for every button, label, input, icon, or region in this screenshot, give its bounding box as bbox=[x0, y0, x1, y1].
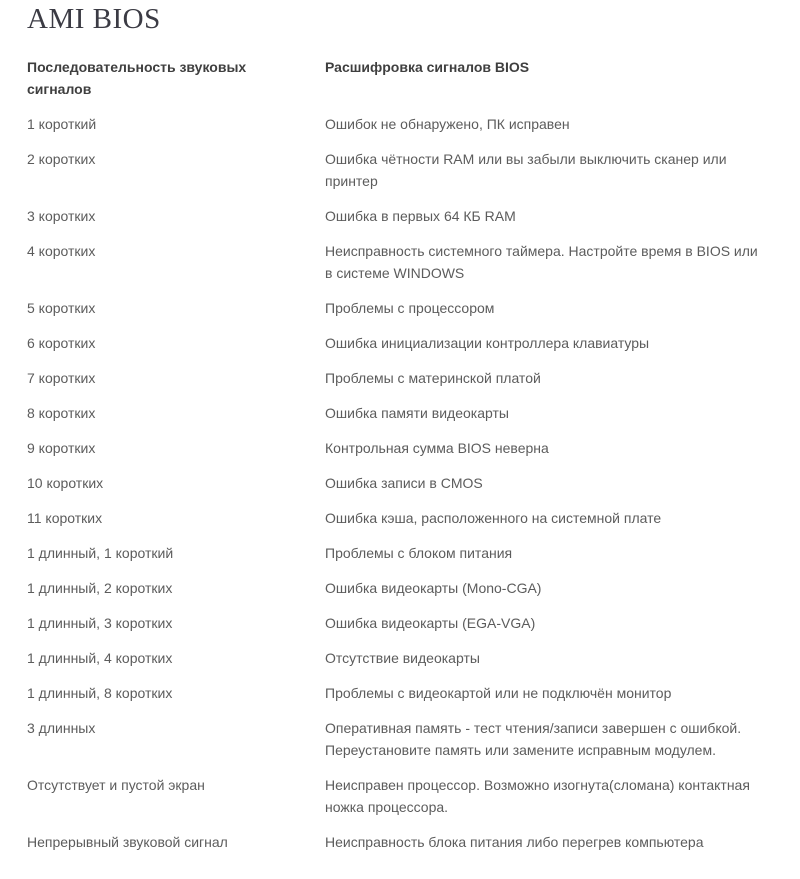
beep-meaning-cell: Неисправность блока питания либо перегрев компьютера bbox=[325, 834, 704, 850]
table-row bbox=[27, 325, 775, 360]
beep-sequence-cell: 7 коротких bbox=[27, 370, 96, 386]
beep-sequence-cell: 1 длинный, 4 коротких bbox=[27, 650, 173, 666]
beep-sequence-cell: Непрерывный звуковой сигнал bbox=[27, 834, 228, 850]
beep-sequence-cell: Отсутствует и пустой экран bbox=[27, 777, 205, 793]
table-row bbox=[27, 233, 775, 290]
beep-meaning-cell: Отсутствие видеокарты bbox=[325, 650, 480, 666]
beep-meaning-cell: Ошибка в первых 64 КБ RAM bbox=[325, 208, 516, 224]
column-header-meaning: Расшифровка сигналов BIOS bbox=[325, 59, 530, 75]
bios-beep-codes-table bbox=[27, 49, 775, 859]
table-row bbox=[27, 395, 775, 430]
beep-sequence-cell: 1 длинный, 3 коротких bbox=[27, 615, 173, 631]
table-row bbox=[27, 605, 775, 640]
beep-sequence-cell: 9 коротких bbox=[27, 440, 96, 456]
beep-sequence-cell: 1 длинный, 2 коротких bbox=[27, 580, 173, 596]
table-row bbox=[27, 535, 775, 570]
table-row bbox=[27, 360, 775, 395]
beep-meaning-cell: Ошибка инициализации контроллера клавиатуры bbox=[325, 335, 650, 351]
column-header-sequence: Последовательность звуковых сигналов bbox=[27, 59, 247, 97]
table-row bbox=[27, 198, 775, 233]
page-title: AMI BIOS bbox=[27, 3, 161, 35]
table-row bbox=[27, 710, 775, 767]
table-row bbox=[27, 500, 775, 535]
beep-meaning-cell: Проблемы с материнской платой bbox=[325, 370, 541, 386]
beep-sequence-cell: 5 коротких bbox=[27, 300, 96, 316]
beep-sequence-cell: 4 коротких bbox=[27, 243, 96, 259]
beep-sequence-cell: 1 короткий bbox=[27, 116, 97, 132]
beep-sequence-cell: 10 коротких bbox=[27, 475, 104, 491]
beep-meaning-cell: Проблемы с процессором bbox=[325, 300, 495, 316]
table-row bbox=[27, 106, 775, 141]
beep-meaning-cell: Проблемы с видеокартой или не подключён монитор bbox=[325, 685, 672, 701]
beep-sequence-cell: 3 коротких bbox=[27, 208, 96, 224]
beep-sequence-cell: 3 длинных bbox=[27, 720, 96, 736]
beep-sequence-cell: 1 длинный, 1 короткий bbox=[27, 545, 174, 561]
beep-meaning-cell: Ошибка чётности RAM или вы забыли выключить сканер или принтер bbox=[325, 151, 727, 189]
beep-meaning-cell: Ошибка видеокарты (EGA-VGA) bbox=[325, 615, 536, 631]
table-row bbox=[27, 824, 775, 859]
table-row bbox=[27, 290, 775, 325]
table-header-row bbox=[27, 49, 775, 106]
table-row bbox=[27, 675, 775, 710]
beep-meaning-cell: Ошибок не обнаружено, ПК исправен bbox=[325, 116, 570, 132]
beep-sequence-cell: 1 длинный, 8 коротких bbox=[27, 685, 173, 701]
table-row bbox=[27, 640, 775, 675]
beep-meaning-cell: Неисправность системного таймера. Настройте время в BIOS или в системе WINDOWS bbox=[325, 243, 758, 281]
beep-meaning-cell: Ошибка видеокарты (Mono-CGA) bbox=[325, 580, 542, 596]
table-row bbox=[27, 141, 775, 198]
table-row bbox=[27, 570, 775, 605]
table-row bbox=[27, 430, 775, 465]
beep-meaning-cell: Оперативная память - тест чтения/записи завершен с ошибкой. Переустановите память или замените исправным модулем. bbox=[325, 720, 742, 758]
table-row bbox=[27, 465, 775, 500]
beep-meaning-cell: Неисправен процессор. Возможно изогнута(сломана) контактная ножка процессора. bbox=[325, 777, 750, 815]
beep-meaning-cell: Ошибка записи в CMOS bbox=[325, 475, 483, 491]
beep-sequence-cell: 11 коротких bbox=[27, 510, 103, 526]
beep-meaning-cell: Ошибка кэша, расположенного на системной плате bbox=[325, 510, 662, 526]
beep-meaning-cell: Проблемы с блоком питания bbox=[325, 545, 513, 561]
beep-sequence-cell: 8 коротких bbox=[27, 405, 96, 421]
table-row bbox=[27, 767, 775, 824]
table-body bbox=[27, 106, 775, 859]
beep-sequence-cell: 6 коротких bbox=[27, 335, 96, 351]
beep-meaning-cell: Ошибка памяти видеокарты bbox=[325, 405, 509, 421]
beep-sequence-cell: 2 коротких bbox=[27, 151, 96, 167]
beep-meaning-cell: Контрольная сумма BIOS неверна bbox=[325, 440, 549, 456]
